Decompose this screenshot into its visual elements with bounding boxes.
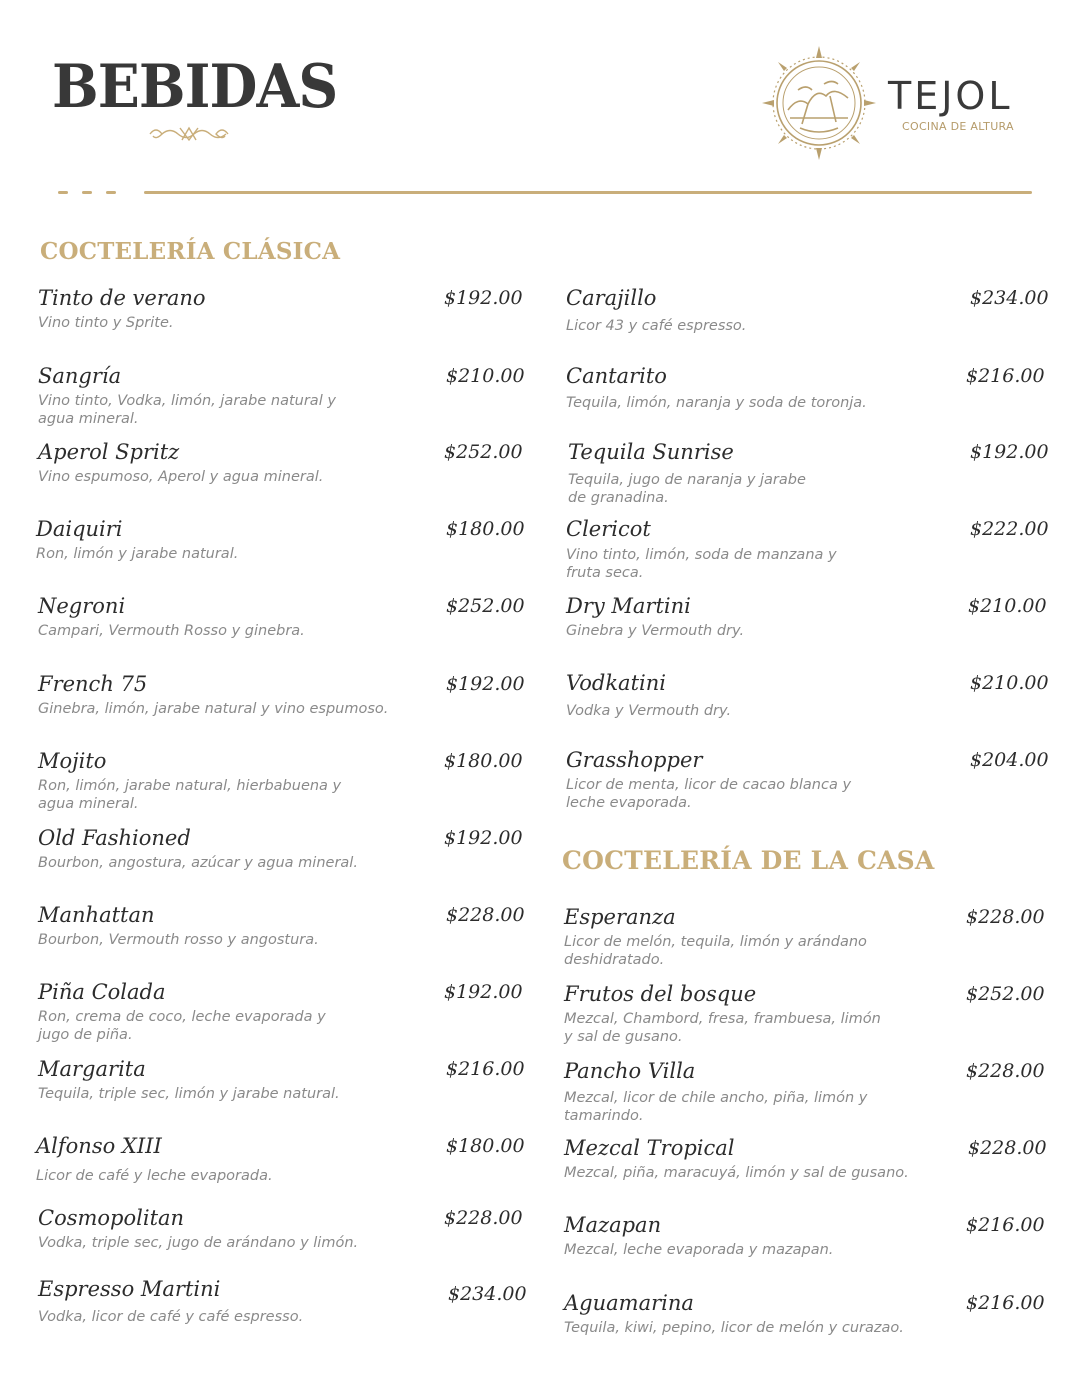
item-name: Piña Colada <box>38 980 166 1004</box>
item-name: Cosmopolitan <box>38 1206 185 1230</box>
item-price: $210.00 <box>968 595 1047 617</box>
item-description: Vino espumoso, Aperol y agua mineral. <box>38 469 324 485</box>
item-name: Alfonso XIII <box>36 1134 162 1158</box>
item-description: Licor 43 y café espresso. <box>566 318 747 334</box>
menu-item <box>38 285 523 332</box>
item-description: Tequila, jugo de naranja y jarabe de granadina. <box>568 472 806 506</box>
item-price: $210.00 <box>446 365 525 387</box>
menu-item <box>38 1205 523 1252</box>
item-price: $228.00 <box>966 1060 1045 1082</box>
section-title-cocteleria-clasica: COCTELERÍA CLÁSICA <box>40 238 341 265</box>
item-price: $228.00 <box>966 906 1045 928</box>
item-description: Ron, crema de coco, leche evaporada y jugo de piña. <box>38 1009 326 1043</box>
menu-item <box>564 981 1044 1046</box>
menu-item <box>38 979 523 1044</box>
item-description: Tequila, kiwi, pepino, licor de melón y curazao. <box>564 1320 904 1336</box>
item-name: Aperol Spritz <box>38 440 180 464</box>
item-description: Vino tinto y Sprite. <box>38 315 174 331</box>
menu-item <box>38 593 525 640</box>
item-description: Mezcal, leche evaporada y mazapan. <box>564 1242 834 1258</box>
item-name: Negroni <box>38 594 126 618</box>
item-name: Vodkatini <box>566 671 666 695</box>
item-price: $228.00 <box>444 1207 523 1229</box>
item-price: $192.00 <box>444 287 523 309</box>
item-description: Campari, Vermouth Rosso y ginebra. <box>38 623 305 639</box>
item-name: Esperanza <box>564 905 676 929</box>
item-description: Ginebra y Vermouth dry. <box>566 623 745 639</box>
item-name: Frutos del bosque <box>564 982 757 1006</box>
header-divider <box>56 186 1032 198</box>
item-price: $228.00 <box>446 904 525 926</box>
menu-item <box>566 285 1049 335</box>
item-description: Licor de café y leche evaporada. <box>36 1168 273 1184</box>
menu-item <box>566 670 1049 720</box>
item-price: $192.00 <box>446 673 525 695</box>
item-description: Licor de melón, tequila, limón y arándano deshidratado. <box>564 934 867 968</box>
item-description: Vino tinto, Vodka, limón, jarabe natural y agua mineral. <box>38 393 336 427</box>
item-description: Vodka, triple sec, jugo de arándano y limón. <box>38 1235 359 1251</box>
item-description: Mezcal, Chambord, fresa, frambuesa, limón y sal de gusano. <box>564 1011 881 1045</box>
menu-item <box>38 1276 527 1326</box>
page-title: BEBIDAS <box>52 52 338 122</box>
item-description: Tequila, triple sec, limón y jarabe natural. <box>38 1086 340 1102</box>
item-price: $204.00 <box>970 749 1049 771</box>
item-name: Margarita <box>38 1057 146 1081</box>
item-price: $234.00 <box>970 287 1049 309</box>
item-price: $252.00 <box>966 983 1045 1005</box>
item-description: Bourbon, Vermouth rosso y angostura. <box>38 932 319 948</box>
menu-item <box>566 593 1046 640</box>
item-name: Dry Martini <box>566 594 691 618</box>
menu-item <box>568 439 1048 507</box>
item-name: Espresso Martini <box>38 1277 221 1301</box>
item-description: Tequila, limón, naranja y soda de toronja. <box>566 395 867 411</box>
item-price: $216.00 <box>966 1292 1045 1314</box>
menu-item <box>564 1212 1044 1259</box>
item-name: Mojito <box>38 749 107 773</box>
item-price: $192.00 <box>970 441 1049 463</box>
item-name: Manhattan <box>38 903 155 927</box>
item-description: Vodka y Vermouth dry. <box>566 703 732 719</box>
item-name: Mazapan <box>564 1213 662 1237</box>
menu-item <box>564 1058 1044 1125</box>
menu-item <box>38 439 523 486</box>
menu-item <box>38 902 525 949</box>
item-price: $210.00 <box>970 672 1049 694</box>
item-description: Vino tinto, limón, soda de manzana y fruta seca. <box>566 547 837 581</box>
menu-item <box>564 904 1044 969</box>
item-name: Old Fashioned <box>38 826 191 850</box>
menu-item <box>38 1056 525 1103</box>
item-description: Mezcal, piña, maracuyá, limón y sal de gusano. <box>564 1165 909 1181</box>
item-name: Aguamarina <box>564 1291 694 1315</box>
flourish-ornament-icon <box>146 122 232 146</box>
item-price: $180.00 <box>446 518 525 540</box>
menu-item <box>38 671 525 718</box>
item-price: $252.00 <box>446 595 525 617</box>
menu-item <box>564 1290 1044 1337</box>
item-name: Tinto de verano <box>38 286 206 310</box>
item-description: Mezcal, licor de chile ancho, piña, limón y tamarindo. <box>564 1090 868 1124</box>
item-price: $216.00 <box>966 365 1045 387</box>
item-description: Vodka, licor de café y café espresso. <box>38 1309 304 1325</box>
menu-item <box>36 516 525 563</box>
item-name: Daiquiri <box>36 517 123 541</box>
menu-item <box>564 1135 1047 1182</box>
item-price: $252.00 <box>444 441 523 463</box>
item-price: $180.00 <box>446 1135 525 1157</box>
menu-item <box>566 747 1049 812</box>
item-name: Cantarito <box>566 364 667 388</box>
item-price: $222.00 <box>970 518 1049 540</box>
item-price: $228.00 <box>968 1137 1047 1159</box>
item-price: $216.00 <box>446 1058 525 1080</box>
menu-item <box>566 363 1046 412</box>
item-name: Mezcal Tropical <box>564 1136 735 1160</box>
item-price: $180.00 <box>444 750 523 772</box>
brand-name: TEJOL <box>888 74 1013 118</box>
item-description: Ron, limón y jarabe natural. <box>36 546 239 562</box>
item-name: Sangría <box>38 364 122 388</box>
item-price: $234.00 <box>448 1283 527 1305</box>
item-name: Grasshopper <box>566 748 703 772</box>
item-name: Clericot <box>566 517 651 541</box>
item-price: $216.00 <box>966 1214 1045 1236</box>
item-name: French 75 <box>38 672 148 696</box>
menu-item <box>38 363 525 428</box>
item-description: Ginebra, limón, jarabe natural y vino espumoso. <box>38 701 389 717</box>
item-price: $192.00 <box>444 827 523 849</box>
menu-item <box>566 516 1049 582</box>
item-name: Tequila Sunrise <box>568 440 734 464</box>
menu-item <box>38 748 523 813</box>
item-price: $192.00 <box>444 981 523 1003</box>
item-name: Pancho Villa <box>564 1059 696 1083</box>
section-title-cocteleria-de-la-casa: COCTELERÍA DE LA CASA <box>562 846 935 875</box>
brand-tagline: COCINA DE ALTURA <box>902 120 1014 133</box>
menu-item <box>38 825 523 872</box>
tejol-logo-emblem-icon <box>760 44 878 162</box>
item-description: Licor de menta, licor de cacao blanca y leche evaporada. <box>566 777 852 811</box>
item-description: Bourbon, angostura, azúcar y agua mineral. <box>38 855 358 871</box>
item-description: Ron, limón, jarabe natural, hierbabuena y agua mineral. <box>38 778 342 812</box>
item-name: Carajillo <box>566 286 657 310</box>
menu-item <box>36 1133 525 1185</box>
